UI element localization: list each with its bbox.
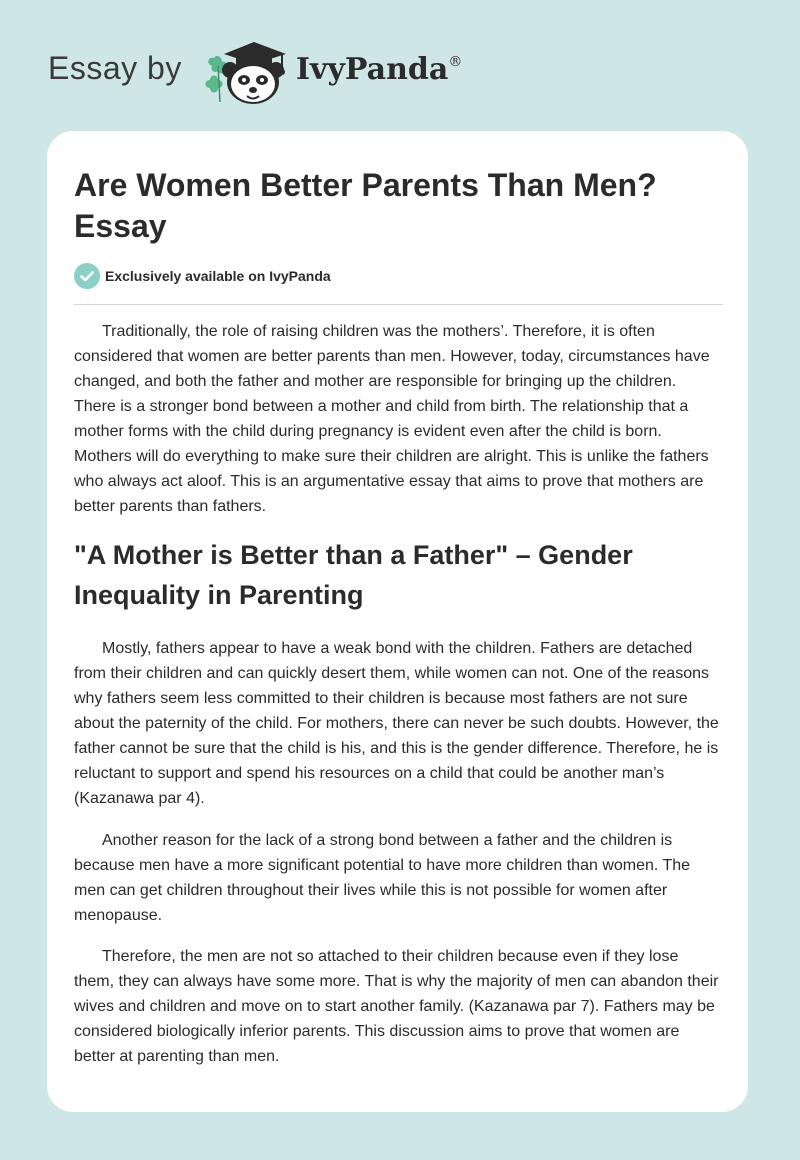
site-header — [0, 0, 800, 130]
divider — [74, 304, 723, 305]
ivy-leaves-icon — [206, 56, 227, 102]
essay-card — [47, 131, 748, 1112]
essay-title: Are Women Better Parents Than Men? Essay — [74, 167, 657, 244]
registered-mark: ® — [448, 54, 463, 70]
paragraph-body-3: Therefore, the men are not so attached to their children because even if they lose them, they can always have some more. That is why the majority of men can abandon their wives and children and move on to start another family. (Kazanawa par 7). Fathers may be considered biologically inferior parents. This discussion aims to prove that women are better at parenting than men. — [74, 948, 719, 1065]
exclusive-badge-label: Exclusively available on IvyPanda — [105, 268, 331, 284]
paragraph-body-1: Mostly, fathers appear to have a weak bond with the children. Fathers are detached from their children and can quickly desert them, while women can not. One of the reasons why fathers seem less committed to their children is because most fathers are not sure about the paternity of the child. For mothers, there can never be such doubts. However, the father cannot be sure that the child is his, and this is the gender difference. Therefore, he is reluctant to support and spend his resources on a child that could be another man’s (Kazanawa par 4). — [74, 640, 719, 807]
brand-name: IvyPanda — [296, 52, 449, 87]
paragraph-body-2: Another reason for the lack of a strong bond between a father and the children is because men have a more significant potential to have more children than women. The men can get children throughout their lives while this is not possible for women after menopause. — [74, 832, 691, 924]
section-heading: "A Mother is Better than a Father" – Gender Inequality in Parenting — [74, 540, 633, 610]
brand-wordmark[interactable] — [296, 52, 462, 87]
panda-graduate-logo-icon[interactable] — [200, 36, 292, 108]
paragraph-intro: Traditionally, the role of raising children was the mothers’. Therefore, it is often considered that women are better parents than men. However, today, circumstances have changed, and both the father and mother are responsible for bringing up the children. There is a stronger bond between a mother and child from birth. The relationship that a mother forms with the child during pregnancy is evident even after the child is born. Mothers will do everything to make sure their children are alright. This is unlike the fathers who always act aloof. This is an argumentative essay that aims to prove that mothers are better parents than fathers. — [74, 323, 710, 515]
check-circle-icon — [74, 263, 100, 289]
essay-by-label: Essay by — [48, 50, 182, 86]
